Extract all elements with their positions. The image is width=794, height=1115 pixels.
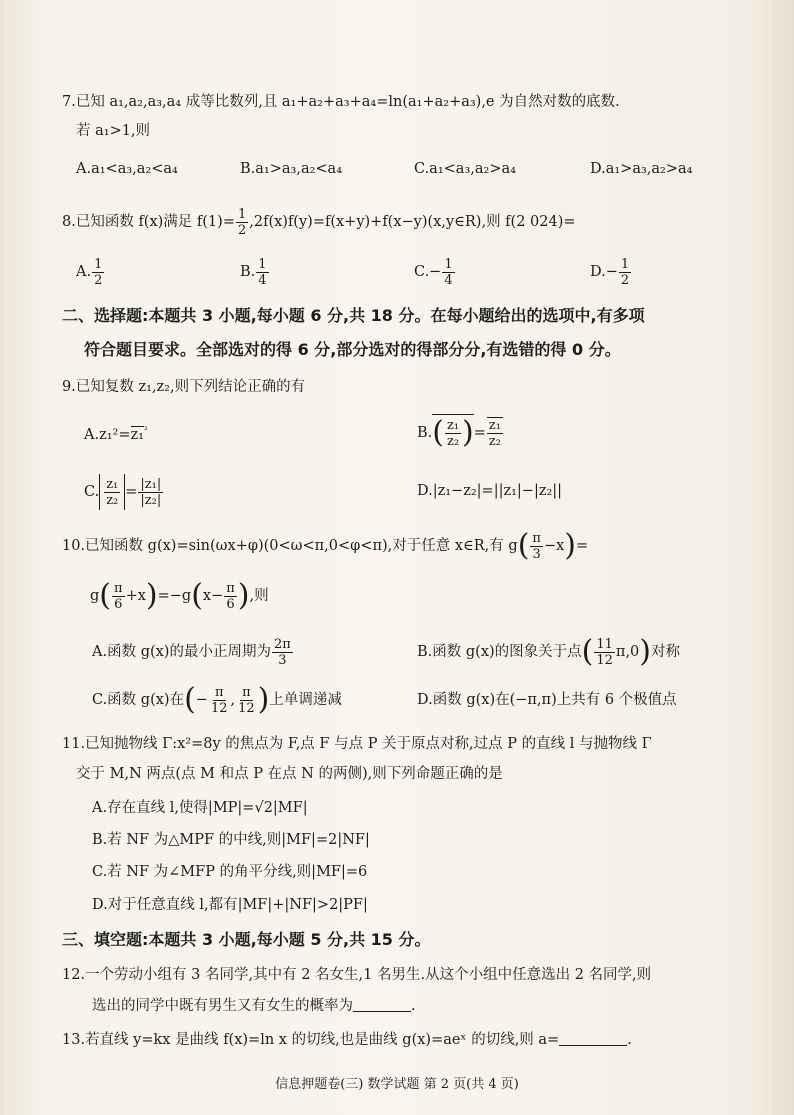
q7-option-b: B.a₁>a₃,a₂<a₄ <box>240 161 343 177</box>
q10-option-c: C.函数 g(x)在(− $\frac{\pi}{12}$ , $\frac{\pi}{12}$ )上单调递减 <box>92 682 342 717</box>
q8-c-num: 1 <box>444 256 453 272</box>
q13-stem <box>62 1030 632 1050</box>
q9-option-b: B.( $\frac{\text{z₁}}{\text{z₂}}$ )= $\frac{\text{z₁}}{\text{z₂}}$ <box>417 415 501 450</box>
q9-c-num: z₁ <box>106 476 119 492</box>
q13-answer-blank[interactable] <box>559 1045 627 1046</box>
q8-b-num: 1 <box>258 256 267 272</box>
section-3-heading: 三、填空题:本题共 3 小题,每小题 5 分,共 15 分。 <box>62 930 431 949</box>
q9-c-den: z₂ <box>106 492 119 508</box>
q7-option-c: C.a₁<a₃,a₂>a₄ <box>414 161 516 177</box>
q8-f1-num: 1 <box>237 206 247 222</box>
q12-stem-line2 <box>92 996 416 1016</box>
q8-option-c <box>414 254 456 290</box>
q10-c-den: 12 <box>210 700 228 716</box>
q9-option-c-label: C. <box>84 484 100 500</box>
q8-option-b <box>240 254 270 290</box>
q8-option-d <box>590 254 632 290</box>
q8-stem-part2: ,2f(x)f(y)=f(x+y)+f(x−y)(x,y∈R),则 f(2 024)= <box>249 214 576 230</box>
q9-c-eq: = <box>125 484 138 500</box>
q8-option-d-fraction <box>619 257 631 288</box>
q8-option-c-fraction <box>442 257 454 288</box>
q7-option-d: D.a₁>a₃,a₂>a₄ <box>590 161 693 177</box>
q9-option-b-label: B. <box>417 425 433 441</box>
q9-c-rnum: |z₁| <box>140 476 162 492</box>
q9-option-a-label: A. <box>84 427 100 443</box>
q10-mid: =−g <box>157 588 192 604</box>
q9-option-a-expr: z₁²= <box>99 427 131 443</box>
q11-option-d: D.对于任意直线 l,都有|MF|+|NF|>2|PF| <box>92 897 368 913</box>
q9-b-eq: = <box>473 425 486 441</box>
q8-option-a <box>76 254 105 290</box>
q11-stem-line2: 交于 M,N 两点(点 M 和点 P 在点 N 的两侧),则下列命题正确的是 <box>76 766 503 782</box>
page-footer: 信息押题卷(三) 数学试题 第 2 页(共 4 页) <box>275 1077 519 1092</box>
q12-answer-blank[interactable] <box>353 1011 411 1012</box>
q10-pi-2: π <box>114 580 123 596</box>
q10-pi: π <box>532 530 541 546</box>
q10-b-tail: π,0 <box>615 644 640 660</box>
q10-a-text: A.函数 g(x)的最小正周期为 <box>92 644 271 660</box>
q10-then: ,则 <box>249 588 269 604</box>
q10-b-num: 11 <box>596 636 613 652</box>
q10-six: 6 <box>114 596 123 612</box>
q11-option-c: C.若 NF 为∠MFP 的角平分线,则|MF|=6 <box>92 864 368 880</box>
q10-a-num: 2π <box>273 636 291 652</box>
q10-b-text: B.函数 g(x)的图象关于点 <box>417 644 582 660</box>
q12-stem-line1: 12.一个劳动小组有 3 名同学,其中有 2 名女生,1 名男生.从这个小组中任意选出 2 名同学,则 <box>62 967 652 983</box>
section-2-heading-line2: 符合题目要求。全部选对的得 6 分,部分选对的得部分分,有选错的得 0 分。 <box>84 340 621 359</box>
q10-stem-line2: g( $\frac{\pi}{6}$ +x)=−g(x− $\frac{\pi}{6}$ ),则 <box>90 578 269 613</box>
q9-c-rden: |z₂| <box>140 492 162 508</box>
q8-b-den: 4 <box>258 272 267 288</box>
q10-six-2: 6 <box>226 596 235 612</box>
q8-a-den: 2 <box>94 272 103 288</box>
q8-option-c-label: C.− <box>414 264 442 280</box>
q12-text: 选出的同学中既有男生又有女生的概率为 <box>92 998 353 1014</box>
q9-option-c <box>84 474 164 510</box>
q8-option-a-label: A. <box>76 264 92 280</box>
q8-option-b-label: B. <box>240 264 256 280</box>
q9-stem: 9.已知复数 z₁,z₂,则下列结论正确的有 <box>62 379 306 395</box>
q7-condition: 若 a₁>1,则 <box>76 123 151 139</box>
q7-stem: 7.已知 a₁,a₂,a₃,a₄ 成等比数列,且 a₁+a₂+a₃+a₄=ln(a₁+a₂+a₃),e 为自然对数的底数. <box>62 94 620 110</box>
q10-plus-x: +x <box>125 588 146 604</box>
q10-pi-3: π <box>226 580 235 596</box>
q10-c-den2: 12 <box>238 700 255 716</box>
q11-option-a: A.存在直线 l,使得|MP|=√2|MF| <box>92 800 308 816</box>
q9-b-den: z₂ <box>446 433 460 449</box>
q9-option-d: D.|z₁−z₂|=||z₁|−|z₂|| <box>417 483 563 499</box>
q9-b-rden: z₂ <box>488 434 501 449</box>
q10-c-text2: 上单调递减 <box>269 692 342 708</box>
q13-end: . <box>627 1032 632 1048</box>
q9-b-rnum: z₁ <box>488 418 501 433</box>
q10-b-text2: 对称 <box>651 644 681 660</box>
q8-d-den: 2 <box>620 272 630 288</box>
q8-c-den: 4 <box>444 272 453 288</box>
q8-option-b-fraction <box>256 257 268 288</box>
q9-option-a <box>84 421 148 445</box>
q8-d-num: 1 <box>620 256 630 272</box>
q11-option-b: B.若 NF 为△MPF 的中线,则|MF|=2|NF| <box>92 832 370 848</box>
q8-a-num: 1 <box>94 256 103 272</box>
q8-stem <box>62 204 576 240</box>
q10-three: 3 <box>532 546 541 562</box>
q8-f1-fraction <box>236 207 248 238</box>
q8-f1-den: 2 <box>237 222 247 238</box>
q10-option-d: D.函数 g(x)在(−π,π)上共有 6 个极值点 <box>417 692 677 708</box>
q10-stem-line1: 10.已知函数 g(x)=sin(ωx+φ)(0<ω<π,0<φ<π),对于任意 x∈R,有 g( $\frac{\pi}{3}$ −x)= <box>62 528 589 563</box>
q10-c-minus: − <box>195 692 208 708</box>
q12-end: . <box>411 998 416 1014</box>
q10-c-num: π <box>214 684 224 700</box>
q10-minus-x: −x <box>543 538 565 554</box>
q13-text: 13.若直线 y=kx 是曲线 f(x)=ln x 的切线,也是曲线 g(x)=aeˣ 的切线,则 a= <box>62 1032 560 1048</box>
q10-g: g <box>90 588 100 604</box>
q10-option-b: B.函数 g(x)的图象关于点( $\frac{11}{12}$ π,0)对称 <box>417 634 681 669</box>
q10-c-num2: π <box>242 684 251 700</box>
q9-option-a-exp: ² <box>143 426 148 436</box>
q10-b-den: 12 <box>596 652 613 668</box>
q10-option-a <box>92 634 294 670</box>
q10-c-text: C.函数 g(x)在 <box>92 692 185 708</box>
q10-a-den: 3 <box>278 652 287 668</box>
q9-b-num: z₁ <box>446 417 460 433</box>
q10-x-minus: x− <box>202 588 224 604</box>
q8-stem-part1: 8.已知函数 f(x)满足 f(1)= <box>62 214 235 230</box>
q7-option-a: A.a₁<a₃,a₂<a₄ <box>76 161 178 177</box>
section-2-heading-line1: 二、选择题:本题共 3 小题,每小题 6 分,共 18 分。在每小题给出的选项中,有多项 <box>62 306 645 325</box>
q8-option-d-label: D.− <box>590 264 618 280</box>
q10-stem-a: 10.已知函数 g(x)=sin(ωx+φ)(0<ω<π,0<φ<π),对于任意 x∈R,有 g <box>62 538 518 554</box>
q10-eq: = <box>576 538 589 554</box>
q8-option-a-fraction <box>92 257 104 288</box>
q9-option-a-conj: z₁ <box>130 427 144 443</box>
q11-stem-line1: 11.已知抛物线 Γ:x²=8y 的焦点为 F,点 F 与点 P 关于原点对称,过点 P 的直线 l 与抛物线 Γ <box>62 736 652 752</box>
